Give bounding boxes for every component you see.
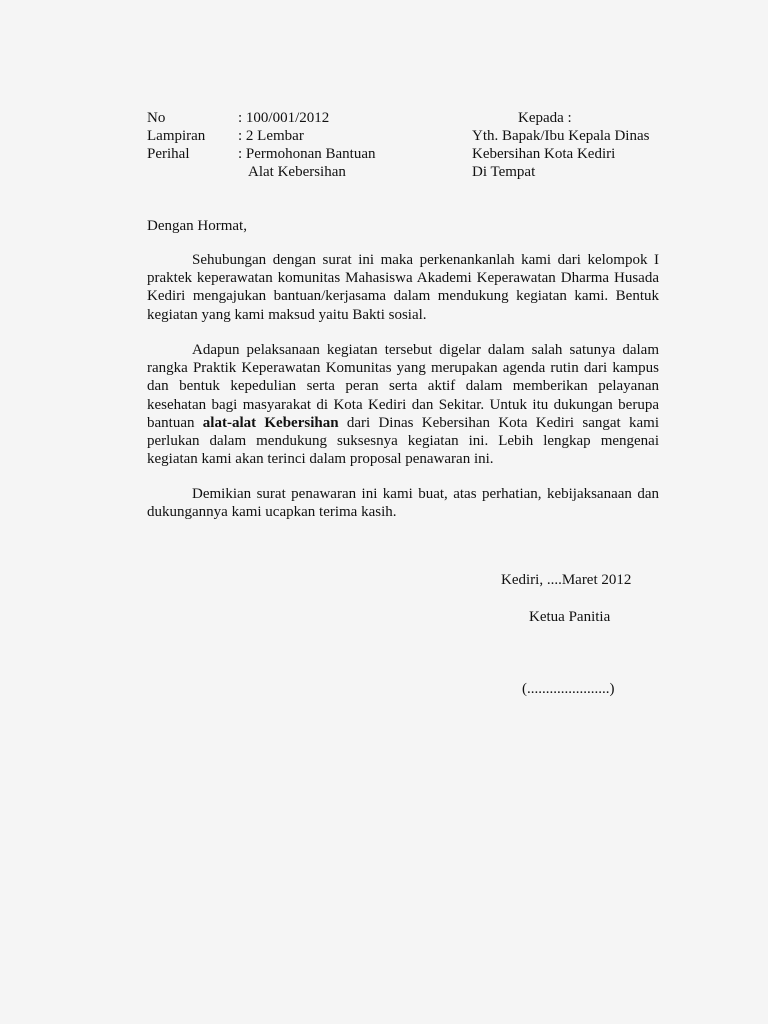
signatory-role: Ketua Panitia	[529, 609, 611, 625]
perihal-value: : Permohonan Bantuan	[238, 146, 376, 162]
perihal-value-continued: Alat Kebersihan	[248, 164, 346, 180]
greeting: Dengan Hormat,	[147, 218, 247, 234]
lampiran-value: : 2 Lembar	[238, 128, 304, 144]
paragraph-2-text-before: Adapun pelaksanaan kegiatan tersebut digelar dalam salah satunya dalam rangka Praktik Keperawatan Komunitas yang merupakan agenda rutin dari kampus dan bentuk kepedulian serta peran serta aktif dalam memberikan pelayanan kesehatan bagi masyarakat di Kota Kediri dan Sekitar. Untuk itu dukungan berupa bantuan	[147, 342, 659, 431]
recipient-line-1: Yth. Bapak/Ibu Kepala Dinas	[472, 128, 650, 144]
signatory-name-placeholder: (......................)	[522, 681, 615, 697]
lampiran-label: Lampiran	[147, 128, 206, 144]
no-label: No	[147, 110, 166, 126]
paragraph-2-text-after: dari Dinas Kebersihan Kota Kediri sangat kami perlukan dalam mendukung suksesnya kegiatan ini. Lebih lengkap mengenai kegiatan kami akan terinci dalam proposal penawaran ini.	[147, 414, 659, 468]
recipient-line-3: Di Tempat	[472, 164, 536, 180]
place-date: Kediri, ....Maret 2012	[501, 572, 632, 588]
perihal-label: Perihal	[147, 146, 190, 162]
paragraph-2	[147, 341, 659, 468]
paragraph-1: Sehubungan dengan surat ini maka perkenankanlah kami dari kelompok I praktek keperawatan komunitas Mahasiswa Akademi Keperawatan Dharma Husada Kediri mengajukan bantuan/kerjasama dalam mendukung kegiatan kami. Bentuk kegiatan yang kami maksud yaitu Bakti sosial.	[147, 252, 659, 323]
paragraph-2-bold-text: alat-alat Kebersihan	[202, 414, 339, 431]
recipient-line-2: Kebersihan Kota Kediri	[472, 146, 616, 162]
no-value: : 100/001/2012	[238, 110, 330, 126]
kepada-label: Kepada :	[518, 110, 572, 126]
paragraph-3: Demikian surat penawaran ini kami buat, atas perhatian, kebijaksanaan dan dukungannya kami ucapkan terima kasih.	[147, 486, 659, 521]
